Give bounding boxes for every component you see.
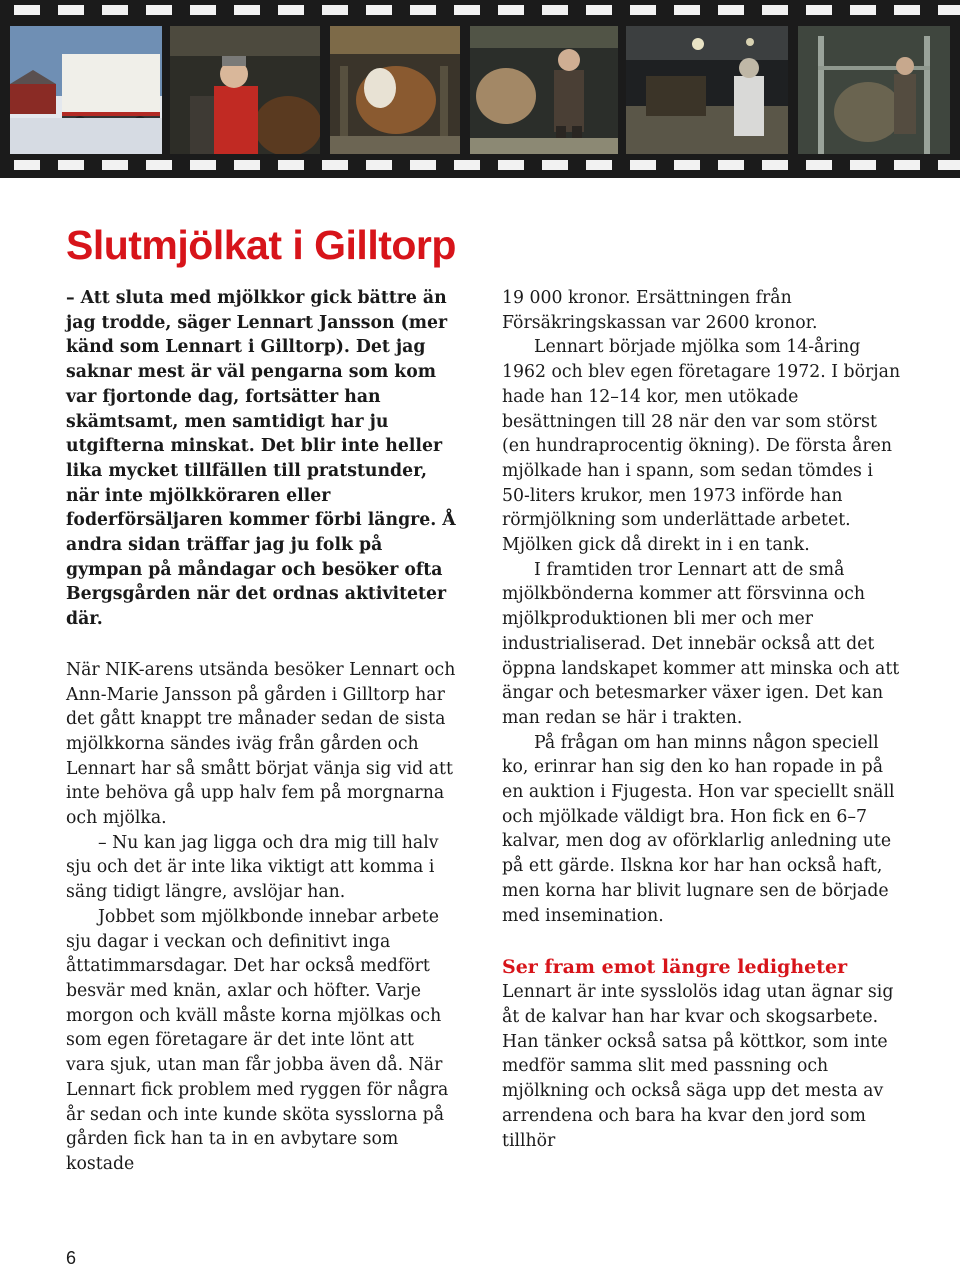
body-paragraph: När NIK-arens utsända besöker Lennart och Ann-Marie Jansson på gården i Gilltorp har det gått knappt tre månader sedan de sista mjölkkorna sändes iväg från gården och Lennart har så smått börjat vänja sig vid att inte behöva gå upp halv fem på morgnarna och mjölka. [66, 659, 456, 829]
film-hole [58, 160, 84, 170]
film-hole [542, 160, 568, 170]
film-hole [938, 5, 960, 15]
film-hole [498, 5, 524, 15]
film-hole [102, 5, 128, 15]
film-hole [190, 160, 216, 170]
left-column [66, 286, 458, 1177]
article-title: Slutmjölkat i Gilltorp [66, 222, 456, 268]
body-paragraph: 19 000 kronor. Ersättningen från Försäkringskassan var 2600 kronor. [502, 288, 818, 333]
film-hole [938, 160, 960, 170]
film-hole [322, 5, 348, 15]
body-paragraph: I framtiden tror Lennart att de små mjölkbönderna kommer att försvinna och mjölkproduktionen bli mer och mer industrialiserad. Det innebär också att det öppna landskapet kommer att minska och att ängar och betesmarker växer igen. Det kan man redan se här i trakten. [502, 559, 900, 728]
film-hole [190, 5, 216, 15]
body-paragraph: Jobbet som mjölkbonde innebar arbete sju dagar i veckan och definitivt inga åttatimmarsdagar. Det har också medfört besvär med knän, axlar och höfter. Varje morgon och kväll måste korna mjölkas och som egen företagare är det inte lönt att vara sjuk, utan man får jobba även då. När Lennart fick problem med ryggen för några år sedan och inte kunde sköta sysslorna på gården fick han ta in en avbytare som kostade [66, 906, 449, 1174]
body-paragraph: – Nu kan jag ligga och dra mig till halv sju och det är inte lika viktigt att komma i säng tidigt längre, avslöjar han. [66, 832, 439, 903]
film-hole [894, 5, 920, 15]
film-hole [410, 5, 436, 15]
body-paragraph: Lennart är inte sysslolös idag utan ägnar sig åt de kalvar han har kvar och skogsarbete. Han tänker också satsa på köttkor, som inte medför samma slit med passning och mjölkning och också säga upp det mesta av arrendena och bara ha kvar den jord som tillhör [502, 982, 894, 1151]
film-hole [850, 160, 876, 170]
film-hole [234, 5, 260, 15]
film-perforations-bottom [0, 160, 960, 172]
film-hole [146, 160, 172, 170]
film-hole [674, 5, 700, 15]
film-hole [102, 160, 128, 170]
film-hole [14, 5, 40, 15]
film-hole [366, 160, 392, 170]
body-paragraph: På frågan om han minns någon speciell ko, erinrar han sig den ko han ropade in på en auktion i Fjugesta. Hon var speciellt snäll och mjölkade väldigt bra. Hon fick en 6–7 kalvar, men dog av oförklarlig anledning ute på ett gärde. Ilskna kor har han också haft, men korna har blivit lugnare sen de började med insemination. [502, 732, 895, 926]
film-hole [454, 160, 480, 170]
section-subheading: Ser fram emot längre ledigheter [502, 956, 848, 979]
film-hole [410, 160, 436, 170]
film-hole [762, 5, 788, 15]
film-hole [586, 5, 612, 15]
film-hole [806, 160, 832, 170]
cow-in-barn-photo [330, 26, 460, 154]
film-hole [718, 160, 744, 170]
film-hole [278, 160, 304, 170]
winter-farm-truck-photo [10, 26, 162, 154]
film-hole [322, 160, 348, 170]
loading-cow-photo [798, 26, 950, 154]
lead-paragraph: – Att sluta med mjölkkor gick bättre än jag trodde, säger Lennart Jansson (mer känd som Lennart i Gilltorp). Det jag saknar mest är väl pengarna som kom var fjortonde dag, fortsätter han skämtsamt, men samtidigt har ju utgifterna minskat. Det blir inte heller lika mycket tillfällen till pratstunder, när inte mjölkköraren eller foderförsäljaren kommer förbi längre. Å andra sidan träffar jag ju folk på gympan på måndagar och besöker ofta Bergsgården när det ordnas aktiviteter där. [66, 288, 456, 630]
film-hole [454, 5, 480, 15]
film-hole [542, 5, 568, 15]
film-strip-header [0, 0, 960, 178]
right-column [502, 286, 902, 1153]
farmer-with-cow-photo [170, 26, 320, 154]
film-hole [674, 160, 700, 170]
film-hole [58, 5, 84, 15]
film-hole [762, 160, 788, 170]
film-hole [586, 160, 612, 170]
film-hole [894, 160, 920, 170]
film-hole [234, 160, 260, 170]
film-hole [630, 160, 656, 170]
film-hole [630, 5, 656, 15]
film-hole [278, 5, 304, 15]
film-hole [146, 5, 172, 15]
farmer-in-barn-photo [470, 26, 618, 154]
film-hole [718, 5, 744, 15]
film-hole [498, 160, 524, 170]
film-hole [850, 5, 876, 15]
film-hole [14, 160, 40, 170]
film-hole [806, 5, 832, 15]
film-hole [366, 5, 392, 15]
barn-interior-photo [626, 26, 788, 154]
body-paragraph: Lennart började mjölka som 14-åring 1962 och blev egen företagare 1972. I början hade han 12–14 kor, men utökade besättningen till 28 när den var som störst (en hundraprocentig ökning). De första åren mjölkade han i spann, som sedan tömdes i 50-liters krukor, men 1973 införde han rörmjölkning som underlättade arbetet. Mjölken gick då direkt in i en tank. [502, 337, 901, 556]
page-number: 6 [66, 1248, 77, 1268]
film-perforations-top [0, 5, 960, 17]
